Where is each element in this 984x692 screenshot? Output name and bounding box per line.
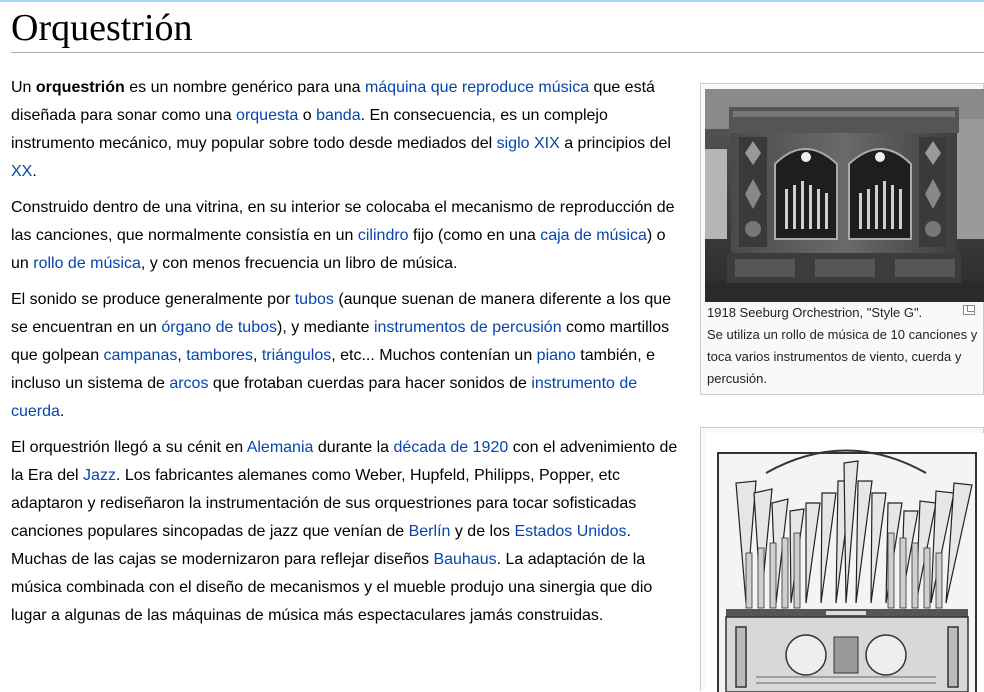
paragraph-intro: Un orquestrión es un nombre genérico para una máquina que reproduce música que está diseñada para sonar como una orquesta o banda. En consecuencia, es un complejo instrumento mecánico, muy popular sobre todo desde mediados del siglo XIX a principios del XX. [11,79,671,180]
paragraph-construction: Construido dentro de una vitrina, en su interior se colocaba el mecanismo de reproducción de las canciones, que normalmente consistía en un cilindro fijo (como en una caja de música) o un rollo de música, y con menos frecuencia un libro de música. [11,199,675,272]
link-campanas[interactable]: campanas [103,347,178,364]
link-rollo-de-musica[interactable]: rollo de música [33,255,141,272]
link-banda[interactable]: banda [316,107,361,124]
link-triangulos[interactable]: triángulos [261,347,332,364]
link-bauhaus[interactable]: Bauhaus [433,551,497,568]
thumbnail-orchestrion-engraving [700,427,984,691]
link-jazz[interactable]: Jazz [83,467,116,484]
thumbnail-seeburg [700,83,984,395]
link-siglo-xix[interactable]: siglo XIX [496,135,560,152]
article-body [11,74,681,638]
orchestrion-engraving-image[interactable] [706,433,984,692]
link-xx[interactable]: XX [11,163,33,180]
paragraph-history: El orquestrión llegó a su cénit en Alemania durante la década de 1920 con el advenimiento de la Era del Jazz. Los fabricantes alemanes como Weber, Hupfeld, Philipps, Popper, etc adaptaron y rediseñaron la instrumentación de sus orquestriones para tocar sofisticadas canciones populares sincopadas de jazz que venían de Berlín y de los Estados Unidos. Muchas de las cajas se modernizaron para reflejar diseños Bauhaus. La adaptación de la música combinada con el diseño de mecanismos y el mueble produjo una sinergia que dio lugar a algunas de las máquinas de música más espectaculares jamás construidas. [11,439,678,624]
link-caja-de-musica[interactable]: caja de música [540,227,647,244]
link-organo-de-tubos[interactable]: órgano de tubos [161,319,277,336]
link-instrumentos-percusion[interactable]: instrumentos de percusión [373,319,562,336]
page-title: Orquestrión [11,7,193,49]
link-berlin[interactable]: Berlín [408,523,451,540]
link-orquesta[interactable]: orquesta [236,107,299,124]
link-maquina-musica[interactable]: máquina que reproduce música [364,79,590,96]
link-alemania[interactable]: Alemania [246,439,314,456]
title-divider [11,52,984,53]
top-border [0,0,984,2]
paragraph-sound: El sonido se produce generalmente por tubos (aunque suenan de manera diferente a los que se encuentran en un órgano de tubos), y mediante instrumentos de percusión como martillos que golpean campanas, tambores, triángulos, etc... Muchos contenían un piano también, e incluso un sistema de arcos que frotaban cuerdas para hacer sonidos de instrumento de cuerda. [11,291,672,420]
caption-description: Se utiliza un rollo de música de 10 canciones y toca varios instrumentos de viento, cuerda y percusión. [707,327,978,386]
seeburg-orchestrion-image[interactable] [705,89,984,302]
link-decada-1920[interactable]: década de 1920 [393,439,509,456]
article-term: orquestrión [35,79,125,96]
link-estados-unidos[interactable]: Estados Unidos [514,523,627,540]
magnify-icon[interactable] [963,305,975,315]
link-arcos[interactable]: arcos [169,375,209,392]
link-cilindro[interactable]: cilindro [357,227,409,244]
thumbnail-caption [707,302,979,390]
caption-title: 1918 Seeburg Orchestrion, "Style G". [707,305,923,320]
link-instrumento-de-cuerda[interactable]: instrumento de cuerda [11,375,638,420]
link-tambores[interactable]: tambores [186,347,253,364]
link-tubos[interactable]: tubos [294,291,334,308]
link-piano[interactable]: piano [536,347,576,364]
